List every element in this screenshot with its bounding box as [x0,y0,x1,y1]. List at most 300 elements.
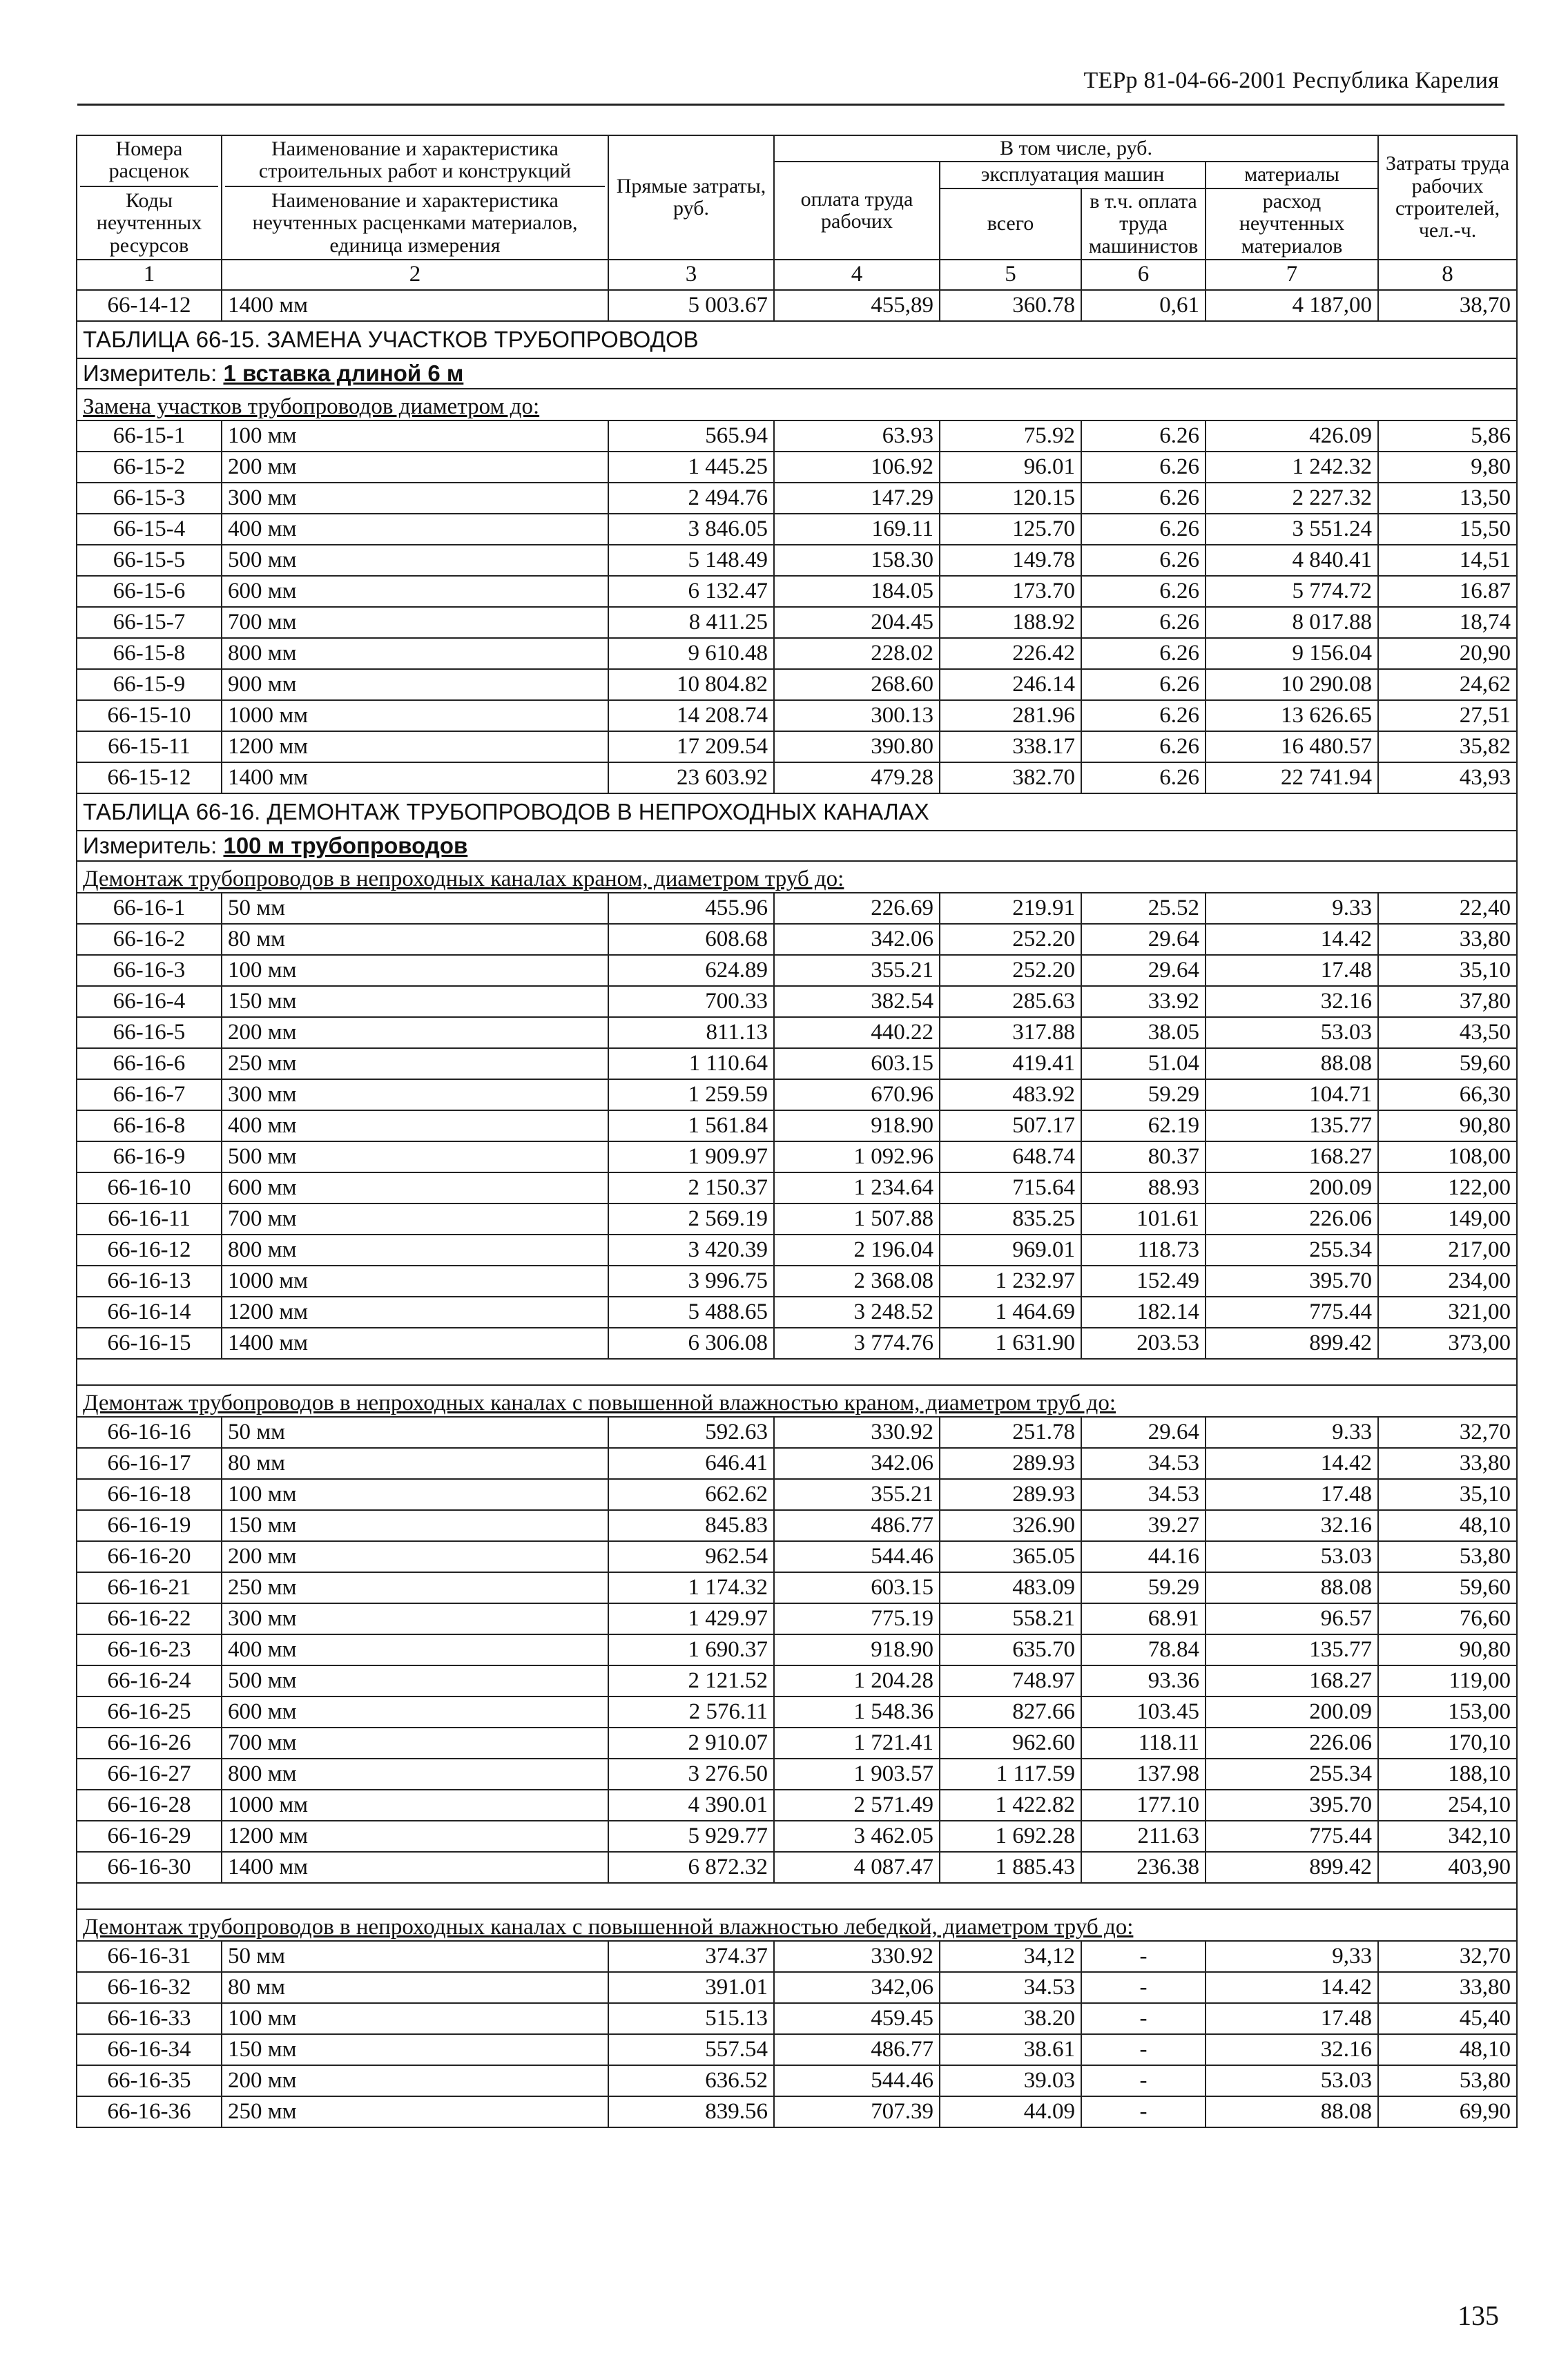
material-usage: 1 242.32 [1206,452,1378,483]
page-number: 135 [1458,2300,1499,2331]
rate-name: 200 мм [222,1541,608,1572]
labor-costs: 170,10 [1378,1728,1517,1759]
section-title: Замена участков трубопроводов диаметром до: [77,389,1517,420]
table-title-row [77,793,1517,831]
worker-pay: 330.92 [774,1941,940,1972]
machines-total: 969.01 [940,1235,1081,1266]
worker-pay: 486.77 [774,1510,940,1541]
worker-pay: 707.39 [774,2096,940,2127]
machines-total: 1 117.59 [940,1759,1081,1790]
operator-pay: 177.10 [1081,1790,1206,1821]
operator-pay: 33.92 [1081,986,1206,1017]
rate-code: 66-15-5 [77,545,222,576]
machines-total: 382.70 [940,762,1081,793]
table-row [77,1048,1517,1079]
labor-costs: 24,62 [1378,669,1517,700]
direct-costs: 5 488.65 [608,1297,774,1328]
operator-pay: 0,61 [1081,290,1206,321]
section-title-row [77,861,1517,893]
worker-pay: 486.77 [774,2034,940,2065]
worker-pay: 226.69 [774,893,940,924]
table-row [77,1448,1517,1479]
direct-costs: 2 576.11 [608,1696,774,1728]
rate-code: 66-16-3 [77,955,222,986]
table-row [77,669,1517,700]
rate-name: 600 мм [222,1696,608,1728]
direct-costs: 1 429.97 [608,1603,774,1634]
material-usage: 10 290.08 [1206,669,1378,700]
table-row [77,1665,1517,1696]
direct-costs: 2 910.07 [608,1728,774,1759]
direct-costs: 6 872.32 [608,1852,774,1883]
material-usage: 135.77 [1206,1634,1378,1665]
material-usage: 17.48 [1206,1479,1378,1510]
rates-table [76,135,1518,2128]
material-usage: 96.57 [1206,1603,1378,1634]
rate-name: 1000 мм [222,700,608,731]
rate-name: 1200 мм [222,1821,608,1852]
direct-costs: 1 561.84 [608,1110,774,1141]
table-row [77,1204,1517,1235]
table-row [77,2034,1517,2065]
operator-pay: 34.53 [1081,1448,1206,1479]
material-usage: 53.03 [1206,2065,1378,2096]
rate-code: 66-16-26 [77,1728,222,1759]
table-row [77,452,1517,483]
operator-pay: 34.53 [1081,1479,1206,1510]
rate-name: 150 мм [222,2034,608,2065]
table-meter-row [77,831,1517,861]
worker-pay: 3 774.76 [774,1328,940,1359]
material-usage: 5 774.72 [1206,576,1378,607]
rate-name: 600 мм [222,1172,608,1204]
section-title: Демонтаж трубопроводов в непроходных каналах с повышенной влажностью лебедкой, диаметром труб до: [77,1909,1517,1941]
labor-costs: 16.87 [1378,576,1517,607]
labor-costs: 20,90 [1378,638,1517,669]
labor-costs: 48,10 [1378,1510,1517,1541]
rate-code: 66-15-7 [77,607,222,638]
labor-costs: 48,10 [1378,2034,1517,2065]
table-title: ТАБЛИЦА 66-15. ЗАМЕНА УЧАСТКОВ ТРУБОПРОВОДОВ [77,321,1517,358]
header-codes [77,135,222,260]
worker-pay: 544.46 [774,1541,940,1572]
labor-costs: 59,60 [1378,1048,1517,1079]
labor-costs: 76,60 [1378,1603,1517,1634]
worker-pay: 918.90 [774,1634,940,1665]
material-usage: 9,33 [1206,1941,1378,1972]
labor-costs: 321,00 [1378,1297,1517,1328]
machines-total: 120.15 [940,483,1081,514]
worker-pay: 459.45 [774,2003,940,2034]
table-row [77,1572,1517,1603]
column-number: 6 [1081,260,1206,290]
operator-pay: 101.61 [1081,1204,1206,1235]
rate-code: 66-16-29 [77,1821,222,1852]
material-usage: 3 551.24 [1206,514,1378,545]
direct-costs: 592.63 [608,1417,774,1448]
labor-costs: 45,40 [1378,2003,1517,2034]
direct-costs: 6 306.08 [608,1328,774,1359]
labor-costs: 108,00 [1378,1141,1517,1172]
machines-total: 1 422.82 [940,1790,1081,1821]
machines-total: 1 885.43 [940,1852,1081,1883]
column-number: 7 [1206,260,1378,290]
worker-pay: 3 462.05 [774,1821,940,1852]
worker-pay: 1 548.36 [774,1696,940,1728]
rate-code: 66-16-33 [77,2003,222,2034]
labor-costs: 69,90 [1378,2096,1517,2127]
header-rate-numbers: Номера расценок [80,138,218,187]
rate-code: 66-15-12 [77,762,222,793]
worker-pay: 268.60 [774,669,940,700]
machines-total: 125.70 [940,514,1081,545]
material-usage: 899.42 [1206,1328,1378,1359]
worker-pay: 3 248.52 [774,1297,940,1328]
labor-costs: 53,80 [1378,2065,1517,2096]
meter-label: Измеритель: [83,833,217,859]
header-machines: эксплуатация машин [940,162,1206,188]
operator-pay: - [1081,2034,1206,2065]
direct-costs: 391.01 [608,1972,774,2003]
rate-name: 50 мм [222,1941,608,1972]
machines-total: 317.88 [940,1017,1081,1048]
direct-costs: 17 209.54 [608,731,774,762]
rate-name: 400 мм [222,1110,608,1141]
labor-costs: 119,00 [1378,1665,1517,1696]
rate-name: 700 мм [222,1204,608,1235]
operator-pay: 6.26 [1081,762,1206,793]
table-row [77,986,1517,1017]
machines-total: 289.93 [940,1479,1081,1510]
worker-pay: 342,06 [774,1972,940,2003]
rate-code: 66-16-10 [77,1172,222,1204]
operator-pay: 80.37 [1081,1141,1206,1172]
table-row [77,1759,1517,1790]
table-row [77,1728,1517,1759]
operator-pay: 182.14 [1081,1297,1206,1328]
worker-pay: 1 903.57 [774,1759,940,1790]
worker-pay: 670.96 [774,1079,940,1110]
table-row [77,1634,1517,1665]
rate-name: 800 мм [222,1759,608,1790]
machines-total: 188.92 [940,607,1081,638]
rate-name: 900 мм [222,669,608,700]
labor-costs: 59,60 [1378,1572,1517,1603]
machines-total: 34.53 [940,1972,1081,2003]
material-usage: 2 227.32 [1206,483,1378,514]
worker-pay: 2 571.49 [774,1790,940,1821]
operator-pay: - [1081,1941,1206,1972]
rate-name: 700 мм [222,1728,608,1759]
rate-code: 66-16-2 [77,924,222,955]
table-row [77,1510,1517,1541]
labor-costs: 33,80 [1378,924,1517,955]
column-numbers-row [77,260,1517,290]
worker-pay: 1 234.64 [774,1172,940,1204]
table-row [77,1266,1517,1297]
section-title: Демонтаж трубопроводов в непроходных каналах краном, диаметром труб до: [77,861,1517,893]
section-title-row [77,389,1517,420]
column-number: 8 [1378,260,1517,290]
header-worker-pay: оплата труда рабочих [774,162,940,260]
rate-name: 50 мм [222,1417,608,1448]
rate-code: 66-16-35 [77,2065,222,2096]
rate-name: 100 мм [222,2003,608,2034]
labor-costs: 149,00 [1378,1204,1517,1235]
rate-name: 1400 мм [222,1328,608,1359]
operator-pay: 62.19 [1081,1110,1206,1141]
table-meter-row [77,358,1517,389]
operator-pay: 59.29 [1081,1079,1206,1110]
header-machines-total: всего [940,188,1081,260]
direct-costs: 23 603.92 [608,762,774,793]
direct-costs: 14 208.74 [608,700,774,731]
material-usage: 9.33 [1206,893,1378,924]
material-usage: 8 017.88 [1206,607,1378,638]
direct-costs: 608.68 [608,924,774,955]
rate-name: 500 мм [222,1665,608,1696]
operator-pay: 203.53 [1081,1328,1206,1359]
rate-code: 66-16-31 [77,1941,222,1972]
table-row [77,290,1517,321]
rate-code: 66-15-4 [77,514,222,545]
machines-total: 338.17 [940,731,1081,762]
labor-costs: 43,93 [1378,762,1517,793]
machines-total: 149.78 [940,545,1081,576]
worker-pay: 1 092.96 [774,1141,940,1172]
direct-costs: 1 110.64 [608,1048,774,1079]
operator-pay: 152.49 [1081,1266,1206,1297]
rate-code: 66-15-2 [77,452,222,483]
direct-costs: 2 150.37 [608,1172,774,1204]
operator-pay: 78.84 [1081,1634,1206,1665]
labor-costs: 43,50 [1378,1017,1517,1048]
table-row [77,420,1517,452]
table-title-row [77,321,1517,358]
labor-costs: 66,30 [1378,1079,1517,1110]
direct-costs: 4 390.01 [608,1790,774,1821]
direct-costs: 700.33 [608,986,774,1017]
operator-pay: - [1081,2065,1206,2096]
worker-pay: 390.80 [774,731,940,762]
rate-name: 400 мм [222,514,608,545]
labor-costs: 37,80 [1378,986,1517,1017]
labor-costs: 9,80 [1378,452,1517,483]
rate-code: 66-16-14 [77,1297,222,1328]
direct-costs: 3 420.39 [608,1235,774,1266]
rate-code: 66-16-36 [77,2096,222,2127]
worker-pay: 4 087.47 [774,1852,940,1883]
worker-pay: 169.11 [774,514,940,545]
section-spacer [77,1883,1517,1909]
rate-code: 66-16-7 [77,1079,222,1110]
worker-pay: 147.29 [774,483,940,514]
rate-code: 66-16-28 [77,1790,222,1821]
labor-costs: 38,70 [1378,290,1517,321]
machines-total: 44.09 [940,2096,1081,2127]
material-usage: 168.27 [1206,1141,1378,1172]
table-row [77,514,1517,545]
table-row [77,1417,1517,1448]
machines-total: 365.05 [940,1541,1081,1572]
material-usage: 226.06 [1206,1204,1378,1235]
table-row [77,731,1517,762]
rate-name: 250 мм [222,1572,608,1603]
operator-pay: 118.11 [1081,1728,1206,1759]
material-usage: 53.03 [1206,1017,1378,1048]
rate-code: 66-16-9 [77,1141,222,1172]
material-usage: 395.70 [1206,1266,1378,1297]
column-number: 4 [774,260,940,290]
rate-code: 66-16-6 [77,1048,222,1079]
direct-costs: 3 996.75 [608,1266,774,1297]
header-direct-costs: Прямые затраты, руб. [608,135,774,260]
machines-total: 219.91 [940,893,1081,924]
worker-pay: 544.46 [774,2065,940,2096]
material-usage: 16 480.57 [1206,731,1378,762]
table-row [77,893,1517,924]
operator-pay: 6.26 [1081,638,1206,669]
direct-costs: 6 132.47 [608,576,774,607]
labor-costs: 32,70 [1378,1941,1517,1972]
direct-costs: 5 003.67 [608,290,774,321]
labor-costs: 15,50 [1378,514,1517,545]
spacer-cell [77,1359,1517,1385]
meter-value: 1 вставка длиной 6 м [223,360,464,387]
rate-code: 66-16-13 [77,1266,222,1297]
machines-total: 507.17 [940,1110,1081,1141]
rate-code: 66-15-3 [77,483,222,514]
worker-pay: 184.05 [774,576,940,607]
labor-costs: 90,80 [1378,1110,1517,1141]
material-usage: 88.08 [1206,2096,1378,2127]
table-row [77,1852,1517,1883]
material-usage: 53.03 [1206,1541,1378,1572]
direct-costs: 1 259.59 [608,1079,774,1110]
labor-costs: 18,74 [1378,607,1517,638]
operator-pay: 93.36 [1081,1665,1206,1696]
rate-code: 66-16-4 [77,986,222,1017]
machines-total: 483.09 [940,1572,1081,1603]
direct-costs: 1 909.97 [608,1141,774,1172]
running-head: ТЕРр 81-04-66-2001 Республика Карелия [1083,68,1499,93]
machines-total: 39.03 [940,2065,1081,2096]
direct-costs: 374.37 [608,1941,774,1972]
operator-pay: 88.93 [1081,1172,1206,1204]
labor-costs: 217,00 [1378,1235,1517,1266]
material-usage: 200.09 [1206,1172,1378,1204]
table-title: ТАБЛИЦА 66-16. ДЕМОНТАЖ ТРУБОПРОВОДОВ В НЕПРОХОДНЫХ КАНАЛАХ [77,793,1517,831]
rate-code: 66-16-18 [77,1479,222,1510]
rate-name: 500 мм [222,1141,608,1172]
worker-pay: 204.45 [774,607,940,638]
operator-pay: 6.26 [1081,700,1206,731]
machines-total: 251.78 [940,1417,1081,1448]
direct-costs: 839.56 [608,2096,774,2127]
machines-total: 96.01 [940,452,1081,483]
labor-costs: 122,00 [1378,1172,1517,1204]
direct-costs: 8 411.25 [608,607,774,638]
rate-name: 200 мм [222,1017,608,1048]
machines-total: 962.60 [940,1728,1081,1759]
table-row [77,955,1517,986]
rate-code: 66-15-11 [77,731,222,762]
rate-name: 1000 мм [222,1790,608,1821]
material-usage: 255.34 [1206,1235,1378,1266]
header-resource-codes: Коды неучтенных ресурсов [96,188,202,257]
material-usage: 135.77 [1206,1110,1378,1141]
labor-costs: 403,90 [1378,1852,1517,1883]
table-row [77,1141,1517,1172]
operator-pay: 6.26 [1081,731,1206,762]
rate-name: 300 мм [222,483,608,514]
rate-code: 66-16-5 [77,1017,222,1048]
worker-pay: 300.13 [774,700,940,731]
rate-code: 66-16-32 [77,1972,222,2003]
table-row [77,1603,1517,1634]
worker-pay: 918.90 [774,1110,940,1141]
machines-total: 34,12 [940,1941,1081,1972]
rate-code: 66-16-27 [77,1759,222,1790]
rate-code: 66-16-12 [77,1235,222,1266]
worker-pay: 603.15 [774,1048,940,1079]
rate-code: 66-16-1 [77,893,222,924]
worker-pay: 382.54 [774,986,940,1017]
rate-name: 50 мм [222,893,608,924]
table-row [77,1696,1517,1728]
material-usage: 32.16 [1206,986,1378,1017]
machines-total: 715.64 [940,1172,1081,1204]
worker-pay: 1 507.88 [774,1204,940,1235]
direct-costs: 662.62 [608,1479,774,1510]
rate-name: 200 мм [222,2065,608,2096]
table-meter [77,358,1517,389]
rate-name: 100 мм [222,955,608,986]
direct-costs: 2 494.76 [608,483,774,514]
machines-total: 1 631.90 [940,1328,1081,1359]
rate-name: 1200 мм [222,731,608,762]
operator-pay: - [1081,2096,1206,2127]
direct-costs: 1 174.32 [608,1572,774,1603]
machines-total: 252.20 [940,955,1081,986]
labor-costs: 5,86 [1378,420,1517,452]
labor-costs: 14,51 [1378,545,1517,576]
header-materials: материалы [1206,162,1378,188]
worker-pay: 2 368.08 [774,1266,940,1297]
operator-pay: 29.64 [1081,1417,1206,1448]
operator-pay: 137.98 [1081,1759,1206,1790]
rate-name: 250 мм [222,2096,608,2127]
table-row [77,1079,1517,1110]
operator-pay: 6.26 [1081,420,1206,452]
machines-total: 1 464.69 [940,1297,1081,1328]
table-row [77,2003,1517,2034]
operator-pay: 6.26 [1081,576,1206,607]
section-spacer [77,1359,1517,1385]
direct-costs: 1 445.25 [608,452,774,483]
rate-name: 300 мм [222,1603,608,1634]
meter-label: Измеритель: [83,360,217,387]
section-title-row [77,1909,1517,1941]
table-row [77,576,1517,607]
material-usage: 17.48 [1206,2003,1378,2034]
section-title-row [77,1385,1517,1417]
labor-costs: 234,00 [1378,1266,1517,1297]
operator-pay: 211.63 [1081,1821,1206,1852]
header-rule [77,104,1504,106]
machines-total: 326.90 [940,1510,1081,1541]
direct-costs: 455.96 [608,893,774,924]
